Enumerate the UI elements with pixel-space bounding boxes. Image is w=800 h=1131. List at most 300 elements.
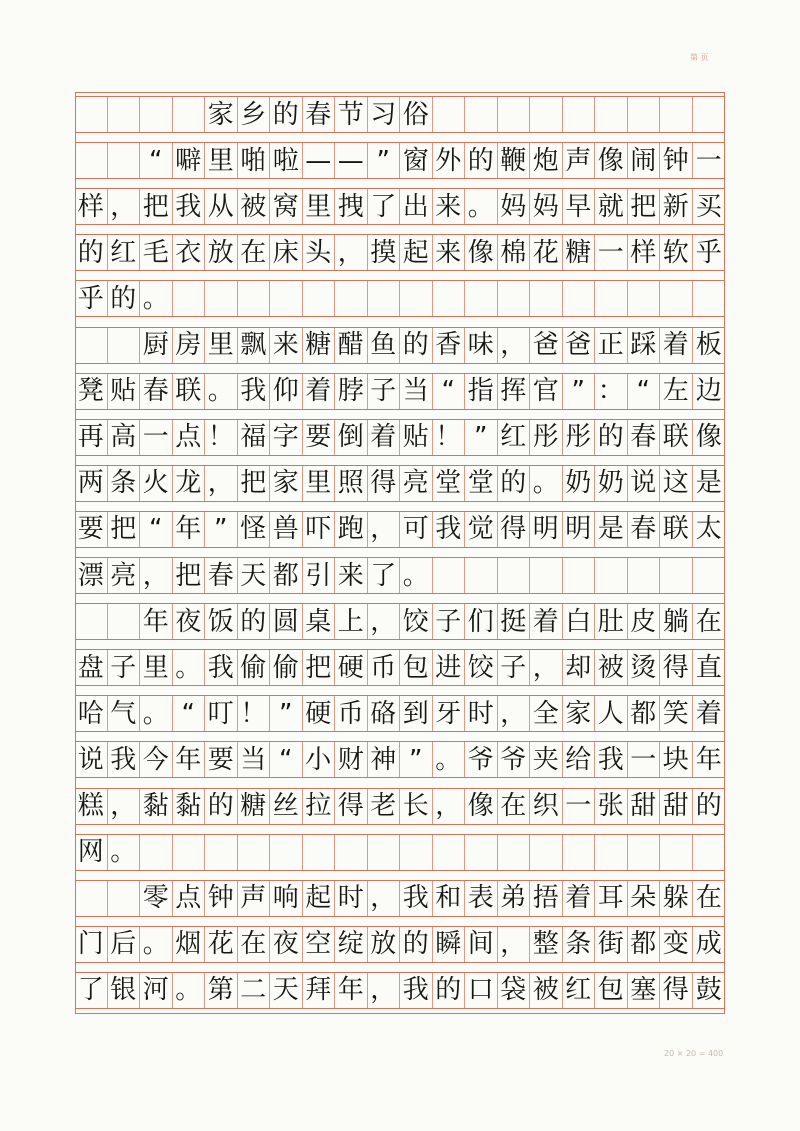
grid-cell: 彤: [563, 420, 596, 455]
grid-cell: 响: [270, 881, 303, 916]
grid-cell: 进: [433, 650, 466, 685]
grid-cell: 饺: [400, 604, 433, 639]
grid-cell: 春: [303, 97, 336, 132]
grid-cell: [140, 835, 173, 870]
grid-cell: [693, 558, 726, 593]
grid-cell: [368, 835, 401, 870]
grid-cell: 春: [140, 374, 173, 409]
grid-cell: 。: [400, 558, 433, 593]
grid-cell: 起: [400, 235, 433, 270]
grid-cell: 里: [205, 143, 238, 178]
grid-cell: 家: [270, 466, 303, 501]
grid-cell: ，: [368, 973, 401, 1008]
essay-text-row: [75, 972, 725, 1009]
grid-cell: 乎: [75, 281, 108, 316]
grid-cell: 币: [368, 650, 401, 685]
grid-cell: [660, 97, 693, 132]
grid-cell: ，: [108, 789, 141, 824]
grid-cell: 堂: [433, 466, 466, 501]
essay-text-row: [75, 465, 725, 502]
grid-cell: [563, 835, 596, 870]
grid-cell: 衣: [173, 235, 206, 270]
grid-cell: 买: [695, 191, 722, 222]
grid-cell: 成: [695, 929, 722, 960]
grid-cell: 织: [530, 789, 563, 824]
grid-cell: 一: [695, 145, 722, 176]
grid-cell: 挥: [498, 374, 531, 409]
grid-cell: 鞭: [498, 143, 531, 178]
grid-cell: [205, 281, 238, 316]
grid-cell: 年: [173, 742, 206, 777]
grid-cell: 的: [400, 927, 433, 962]
grid-cell: 太: [695, 514, 722, 545]
grid-cell: [660, 835, 693, 870]
grid-cell: 天: [238, 558, 271, 593]
grid-cell: 被: [530, 973, 563, 1008]
grid-cell: 节: [335, 97, 368, 132]
grid-cell: 着: [368, 420, 401, 455]
grid-cell: 时: [335, 881, 368, 916]
grid-cell: 都: [628, 696, 661, 731]
grid-cell: 都: [270, 558, 303, 593]
grid-cell: 像: [595, 143, 628, 178]
grid-cell: ”: [400, 742, 433, 777]
grid-cell: 早: [563, 189, 596, 224]
grid-cell: 上: [335, 604, 368, 639]
grid-cell: 肚: [595, 604, 628, 639]
grid-cell: [173, 97, 206, 132]
grid-cell: 硌: [368, 696, 401, 731]
essay-text-row: [75, 603, 725, 640]
grid-cell: 妈: [498, 189, 531, 224]
grid-cell: 圆: [270, 604, 303, 639]
grid-cell: 声: [563, 143, 596, 178]
grid-cell: 凳: [75, 374, 108, 409]
grid-cell: 噼: [173, 143, 206, 178]
grid-cell: 把: [108, 512, 141, 547]
grid-cell: 二: [238, 973, 271, 1008]
grid-cell: ：: [595, 374, 628, 409]
grid-cell: 耳: [595, 881, 628, 916]
grid-cell: “: [140, 512, 173, 547]
grid-cell: 空: [303, 927, 336, 962]
grid-cell: 财: [335, 742, 368, 777]
grid-cell: 像: [465, 789, 498, 824]
grid-cell: 说: [75, 742, 108, 777]
grid-cell: 我: [433, 512, 466, 547]
grid-cell: 河: [140, 973, 173, 1008]
grid-cell: [530, 558, 563, 593]
grid-cell: 红: [498, 420, 531, 455]
grid-cell: 点: [173, 420, 206, 455]
grid-cell: 是: [595, 512, 628, 547]
grid-cell: 被: [238, 189, 271, 224]
grid-cell: 包: [595, 973, 628, 1008]
grid-cell: 官: [530, 374, 563, 409]
grid-cell: 都: [628, 927, 661, 962]
grid-cell: [465, 281, 498, 316]
grid-cell: 来: [433, 189, 466, 224]
grid-cell: 放: [368, 927, 401, 962]
grid-cell: [108, 881, 141, 916]
grid-cell: ，: [433, 789, 466, 824]
grid-cell: 堂: [465, 466, 498, 501]
grid-cell: [498, 835, 531, 870]
grid-cell: [433, 281, 466, 316]
grid-cell: 。: [530, 466, 563, 501]
grid-cell: 我: [108, 742, 141, 777]
grid-cell: 们: [465, 604, 498, 639]
grid-cell: 板: [695, 330, 722, 360]
grid-cell: 把: [140, 189, 173, 224]
grid-cell: 在: [498, 789, 531, 824]
grid-cell: 说: [628, 466, 661, 501]
grid-cell: 年: [695, 744, 722, 775]
grid-cell: 烟: [173, 927, 206, 962]
grid-cell: 全: [530, 696, 563, 731]
grid-cell: 捂: [530, 881, 563, 916]
essay-title-row: [75, 96, 725, 133]
grid-cell: 在: [695, 606, 722, 637]
grid-cell: 指: [465, 374, 498, 409]
grid-cell: 爸: [530, 328, 563, 363]
grid-cell: 春: [628, 420, 661, 455]
grid-cell: 。: [140, 927, 173, 962]
grid-cell: 硬: [335, 650, 368, 685]
grid-cell: 厨: [140, 328, 173, 363]
grid-cell: [173, 835, 206, 870]
grid-cell: [270, 835, 303, 870]
grid-cell: 整: [530, 927, 563, 962]
grid-cell: ，: [368, 881, 401, 916]
grid-cell: [563, 97, 596, 132]
grid-cell: 当: [238, 742, 271, 777]
grid-cell: 着: [695, 698, 722, 729]
grid-cell: [433, 558, 466, 593]
grid-cell: 。: [205, 374, 238, 409]
grid-cell: 笑: [660, 696, 693, 731]
grid-cell: [660, 558, 693, 593]
grid-cell: [498, 281, 531, 316]
grid-cell: 我: [173, 189, 206, 224]
grid-cell: 街: [595, 927, 628, 962]
grid-cell: 新: [660, 189, 693, 224]
grid-cell: 银: [108, 973, 141, 1008]
grid-cell: 我: [400, 973, 433, 1008]
grid-cell: 子: [108, 650, 141, 685]
grid-cell: 棉: [498, 235, 531, 270]
essay-text-row: [75, 695, 725, 732]
grid-cell: [108, 143, 141, 178]
grid-cell: 着: [563, 881, 596, 916]
grid-cell: 火: [140, 466, 173, 501]
grid-cell: 我: [238, 374, 271, 409]
grid-cell: 糖: [563, 235, 596, 270]
grid-cell: [270, 281, 303, 316]
grid-cell: [595, 281, 628, 316]
grid-cell: [530, 281, 563, 316]
grid-cell: 窗: [400, 143, 433, 178]
grid-cell: [173, 281, 206, 316]
grid-cell: 皮: [628, 604, 661, 639]
grid-cell: 躲: [660, 881, 693, 916]
grid-cell: 硬: [303, 696, 336, 731]
grid-cell: [693, 835, 726, 870]
grid-cell: ！: [433, 420, 466, 455]
grid-cell: 口: [465, 973, 498, 1008]
grid-cell: 觉: [465, 512, 498, 547]
grid-cell: 亮: [400, 466, 433, 501]
essay-text-row: [75, 419, 725, 456]
grid-cell: 牙: [433, 696, 466, 731]
grid-cell: 乡: [238, 97, 271, 132]
grid-cell: [498, 558, 531, 593]
grid-cell: 醋: [335, 328, 368, 363]
grid-cell: 脖: [335, 374, 368, 409]
grid-cell: [465, 558, 498, 593]
grid-cell: 飘: [238, 328, 271, 363]
grid-cell: 亮: [108, 558, 141, 593]
grid-cell: 着: [660, 328, 693, 363]
grid-cell: 像: [695, 422, 722, 453]
grid-cell: 头: [303, 235, 336, 270]
grid-cell: ，: [530, 650, 563, 685]
grid-cell: [205, 835, 238, 870]
essay-text-row: [75, 511, 725, 548]
essay-text-row: [75, 373, 725, 410]
grid-cell: [465, 835, 498, 870]
grid-cell: 的: [465, 143, 498, 178]
grid-cell: 币: [335, 696, 368, 731]
grid-cell: 正: [595, 328, 628, 363]
grid-cell: 起: [303, 881, 336, 916]
essay-text-row: [75, 834, 725, 871]
grid-cell: 外: [433, 143, 466, 178]
grid-cell: 小: [303, 742, 336, 777]
grid-cell: 得: [498, 512, 531, 547]
grid-cell: 毛: [140, 235, 173, 270]
grid-cell: 得: [368, 466, 401, 501]
grid-cell: 我: [400, 881, 433, 916]
grid-cell: 年: [335, 973, 368, 1008]
grid-cell: 这: [660, 466, 693, 501]
grid-cell: 把: [238, 466, 271, 501]
grid-cell: 放: [205, 235, 238, 270]
grid-cell: 在: [238, 927, 271, 962]
grid-cell: 拜: [303, 973, 336, 1008]
grid-cell: 从: [205, 189, 238, 224]
grid-cell: 边: [695, 376, 722, 407]
page-number-label: 第 页: [690, 53, 709, 62]
grid-cell: 年: [173, 512, 206, 547]
grid-cell: [238, 281, 271, 316]
grid-cell: 里: [303, 466, 336, 501]
grid-cell: 的: [595, 420, 628, 455]
grid-cell: 。: [108, 835, 141, 870]
grid-cell: 爷: [498, 742, 531, 777]
grid-cell: 绽: [335, 927, 368, 962]
grid-cell: “: [433, 374, 466, 409]
grid-cell: 引: [303, 558, 336, 593]
grid-cell: 给: [563, 742, 596, 777]
grid-cell: 。: [140, 281, 173, 316]
grid-cell: “: [173, 696, 206, 731]
grid-cell: 一: [140, 420, 173, 455]
grid-cell: 的: [270, 97, 303, 132]
grid-cell: 鱼: [368, 328, 401, 363]
grid-cell: 床: [270, 235, 303, 270]
grid-cell: 联: [660, 512, 693, 547]
grid-cell: ”: [465, 420, 498, 455]
essay-text-row: [75, 926, 725, 963]
grid-cell: 奶: [595, 466, 628, 501]
grid-cell: ”: [368, 143, 401, 178]
grid-cell: [433, 835, 466, 870]
grid-cell: 门: [75, 927, 108, 962]
grid-cell: 的: [205, 789, 238, 824]
grid-cell: 跑: [335, 512, 368, 547]
grid-cell: 左: [660, 374, 693, 409]
grid-cell: 爷: [465, 742, 498, 777]
grid-cell: 明: [530, 512, 563, 547]
grid-cell: [595, 97, 628, 132]
grid-cell: 红: [563, 973, 596, 1008]
grid-cell: 里: [205, 328, 238, 363]
grid-cell: 我: [595, 742, 628, 777]
grid-cell: 时: [465, 696, 498, 731]
essay-text-row: [75, 557, 725, 594]
grid-cell: 啪: [238, 143, 271, 178]
grid-cell: 神: [368, 742, 401, 777]
grid-cell: 得: [660, 973, 693, 1008]
grid-cell: 摸: [368, 235, 401, 270]
grid-cell: 躺: [660, 604, 693, 639]
grid-cell: 的: [433, 973, 466, 1008]
grid-cell: 家: [563, 696, 596, 731]
grid-cell: 间: [465, 927, 498, 962]
grid-cell: [465, 97, 498, 132]
grid-cell: 贴: [108, 374, 141, 409]
grid-cell: 老: [368, 789, 401, 824]
grid-cell: [693, 281, 726, 316]
grid-cell: 来: [335, 558, 368, 593]
grid-cell: 可: [400, 512, 433, 547]
grid-cell: 零: [140, 881, 173, 916]
grid-cell: 饺: [465, 650, 498, 685]
grid-cell: 天: [270, 973, 303, 1008]
grid-cell: 。: [173, 973, 206, 1008]
grid-cell: 乎: [695, 237, 722, 268]
grid-cell: 拽: [335, 189, 368, 224]
grid-cell: [108, 604, 141, 639]
grid-cell: 样: [628, 235, 661, 270]
grid-cell: [140, 97, 173, 132]
grid-cell: 兽: [270, 512, 303, 547]
grid-cell: 表: [465, 881, 498, 916]
grid-cell: 黏: [173, 789, 206, 824]
grid-cell: 钟: [660, 143, 693, 178]
grid-cell: 叮: [205, 696, 238, 731]
essay-text-row: [75, 142, 725, 179]
grid-cell: 当: [400, 374, 433, 409]
grid-cell: 了: [368, 189, 401, 224]
grid-cell: 被: [595, 650, 628, 685]
grid-cell: 塞: [628, 973, 661, 1008]
grid-cell: 要: [75, 512, 108, 547]
grid-cell: 白: [563, 604, 596, 639]
grid-cell: 吓: [303, 512, 336, 547]
grid-cell: 子: [433, 604, 466, 639]
grid-cell: 夹: [530, 742, 563, 777]
grid-cell: 像: [465, 235, 498, 270]
grid-cell: [563, 281, 596, 316]
grid-cell: 春: [205, 558, 238, 593]
grid-cell: 福: [238, 420, 271, 455]
grid-cell: [108, 97, 141, 132]
grid-cell: 要: [303, 420, 336, 455]
grid-cell: 挺: [498, 604, 531, 639]
grid-cell: 甜: [628, 789, 661, 824]
grid-cell: ，: [205, 466, 238, 501]
grid-cell: 声: [238, 881, 271, 916]
grid-cell: ”: [563, 374, 596, 409]
grid-cell: 包: [400, 650, 433, 685]
grid-cell: 钟: [205, 881, 238, 916]
grid-cell: 要: [205, 742, 238, 777]
grid-cell: “: [270, 742, 303, 777]
grid-cell: 窝: [270, 189, 303, 224]
grid-cell: [75, 328, 108, 363]
grid-cell: 了: [75, 973, 108, 1008]
essay-text-row: [75, 649, 725, 686]
grid-cell: 块: [660, 742, 693, 777]
grid-cell: [595, 558, 628, 593]
grid-cell: 在: [238, 235, 271, 270]
grid-cell: 样: [75, 189, 108, 224]
grid-cell: 习: [368, 97, 401, 132]
grid-cell: [628, 97, 661, 132]
grid-cell: 房: [173, 328, 206, 363]
grid-cell: 烫: [628, 650, 661, 685]
grid-cell: 字: [270, 420, 303, 455]
grid-cell: ”: [205, 512, 238, 547]
grid-cell: 味: [465, 328, 498, 363]
grid-cell: 的: [498, 466, 531, 501]
grid-cell: 丝: [270, 789, 303, 824]
grid-cell: 黏: [140, 789, 173, 824]
grid-cell: 。: [140, 696, 173, 731]
grid-cell: 甜: [660, 789, 693, 824]
grid-cell: 鼓: [695, 975, 722, 1006]
grid-cell: ”: [270, 696, 303, 731]
grid-cell: —: [335, 143, 368, 178]
grid-cell: 点: [173, 881, 206, 916]
grid-cell: 里: [303, 189, 336, 224]
grid-cell: ，: [368, 512, 401, 547]
grid-cell: 照: [335, 466, 368, 501]
grid-cell: ，: [498, 927, 531, 962]
grid-cell: 里: [140, 650, 173, 685]
grid-capacity-note: 20 × 20 = 400: [664, 1049, 724, 1058]
grid-cell: 夜: [173, 604, 206, 639]
grid-cell: 朵: [628, 881, 661, 916]
grid-cell: 的: [695, 791, 722, 821]
grid-cell: 是: [695, 468, 722, 499]
grid-cell: 夜: [270, 927, 303, 962]
grid-cell: [75, 604, 108, 639]
grid-cell: 贴: [400, 420, 433, 455]
grid-cell: 俗: [400, 97, 433, 132]
